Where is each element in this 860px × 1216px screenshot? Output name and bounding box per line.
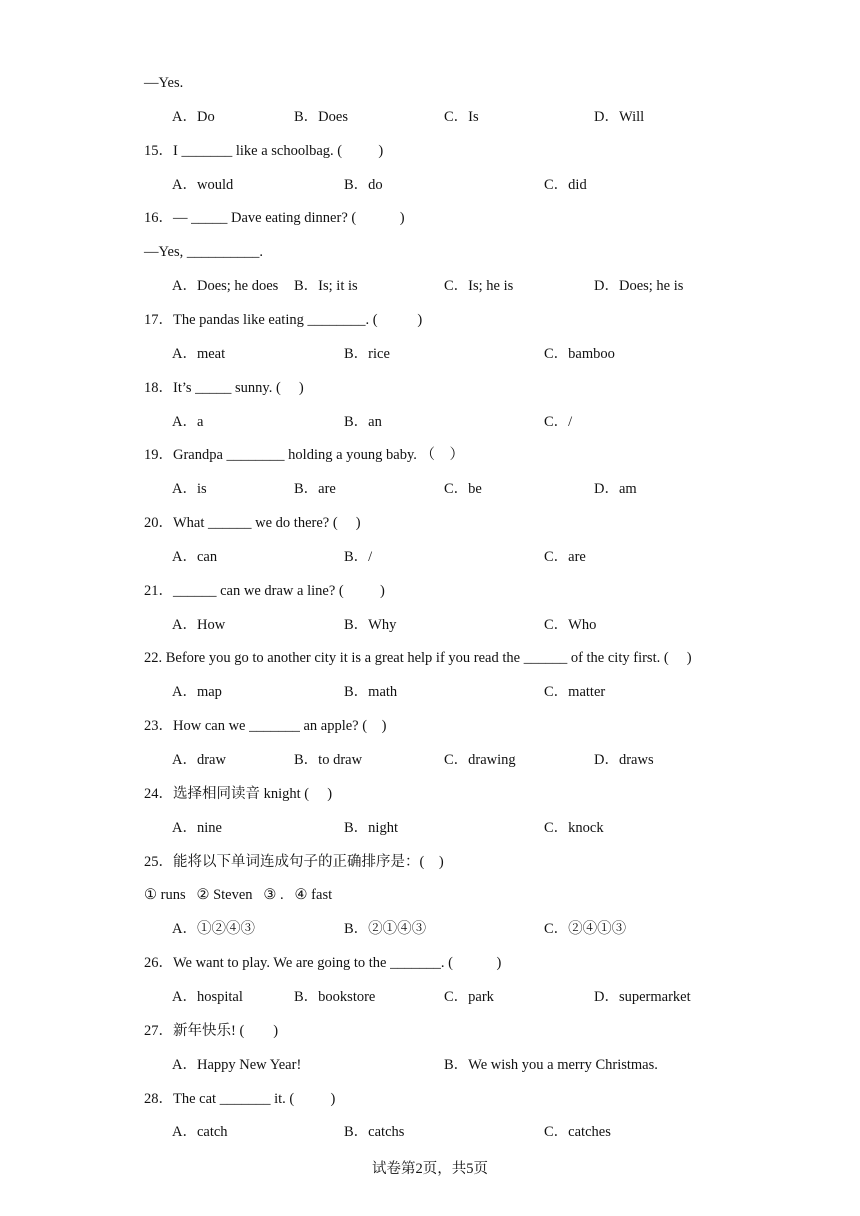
answer-option: B．/ <box>344 549 373 565</box>
answer-option: A．Does; he does <box>172 278 279 294</box>
answer-option: B．rice <box>344 346 390 362</box>
answer-option: B．We wish you a merry Christmas. <box>444 1057 658 1073</box>
question-line: 28．The cat _______ it. ( ) <box>144 1091 336 1107</box>
answer-option: C．park <box>444 989 494 1005</box>
answer-option: C．Who <box>544 617 597 633</box>
question-line: 21．______ can we draw a line? ( ) <box>144 583 385 599</box>
question-line: —Yes, __________. <box>144 244 263 260</box>
question-line: 18．It’s _____ sunny. ( ) <box>144 380 304 396</box>
answer-option: A．①②④③ <box>172 921 255 937</box>
answer-option: A．Happy New Year! <box>172 1057 302 1073</box>
answer-option: C．drawing <box>444 752 516 768</box>
answer-option: C．are <box>544 549 586 565</box>
answer-option: D．Does; he is <box>594 278 684 294</box>
answer-option: B．Is; it is <box>294 278 358 294</box>
answer-option: C．be <box>444 481 482 497</box>
answer-option: B．night <box>344 820 398 836</box>
answer-option: C．/ <box>544 414 573 430</box>
answer-option: A．map <box>172 684 222 700</box>
answer-option: D．draws <box>594 752 654 768</box>
question-line: 20．What ______ we do there? ( ) <box>144 515 361 531</box>
answer-option: A．meat <box>172 346 226 362</box>
answer-option: A．can <box>172 549 218 565</box>
answer-option: C．②④①③ <box>544 921 627 937</box>
answer-option: D．am <box>594 481 637 497</box>
answer-option: B．②①④③ <box>344 921 427 937</box>
answer-option: A．would <box>172 177 234 193</box>
answer-option: B．bookstore <box>294 989 376 1005</box>
question-line: ① runs ② Steven ③ . ④ fast <box>144 887 333 903</box>
answer-option: B．Why <box>344 617 397 633</box>
answer-option: B．are <box>294 481 336 497</box>
question-line: 23．How can we _______ an apple? ( ) <box>144 718 387 734</box>
page-footer: 试卷第2页，共5页 <box>372 1161 488 1177</box>
question-line: 15．I _______ like a schoolbag. ( ) <box>144 143 384 159</box>
answer-option: C．knock <box>544 820 604 836</box>
question-line: 19．Grandpa ________ holding a young baby. （ ） <box>144 447 465 463</box>
question-line: 27．新年快乐! ( ) <box>144 1023 279 1039</box>
answer-option: C．did <box>544 177 587 193</box>
answer-option: A．catch <box>172 1124 228 1140</box>
answer-option: A．a <box>172 414 204 430</box>
question-line: 25．能将以下单词连成句子的正确排序是：( ) <box>144 854 444 870</box>
answer-option: C．catches <box>544 1124 611 1140</box>
answer-option: B．to draw <box>294 752 363 768</box>
answer-option: B．Does <box>294 109 348 125</box>
answer-option: A．hospital <box>172 989 243 1005</box>
answer-option: D．Will <box>594 109 645 125</box>
answer-option: C．Is <box>444 109 479 125</box>
question-line: 17．The pandas like eating ________. ( ) <box>144 312 423 328</box>
answer-option: D．supermarket <box>594 989 691 1005</box>
answer-option: A．Do <box>172 109 215 125</box>
answer-option: A．nine <box>172 820 222 836</box>
answer-option: A．How <box>172 617 226 633</box>
answer-option: A．draw <box>172 752 226 768</box>
question-line: 22. Before you go to another city it is a great help if you read the ______ of the city first. ( ) <box>144 650 692 666</box>
question-line: 26．We want to play. We are going to the _______. ( ) <box>144 955 502 971</box>
answer-option: C．matter <box>544 684 606 700</box>
answer-option: B．math <box>344 684 398 700</box>
question-line: 24．选择相同读音 knight ( ) <box>144 786 333 802</box>
answer-option: B．do <box>344 177 383 193</box>
question-line: 16．— _____ Dave eating dinner? ( ) <box>144 210 405 226</box>
answer-option: B．catchs <box>344 1124 405 1140</box>
answer-option: C．bamboo <box>544 346 615 362</box>
answer-option: C．Is; he is <box>444 278 514 294</box>
question-line: —Yes. <box>144 75 184 91</box>
answer-option: A．is <box>172 481 207 497</box>
answer-option: B．an <box>344 414 382 430</box>
